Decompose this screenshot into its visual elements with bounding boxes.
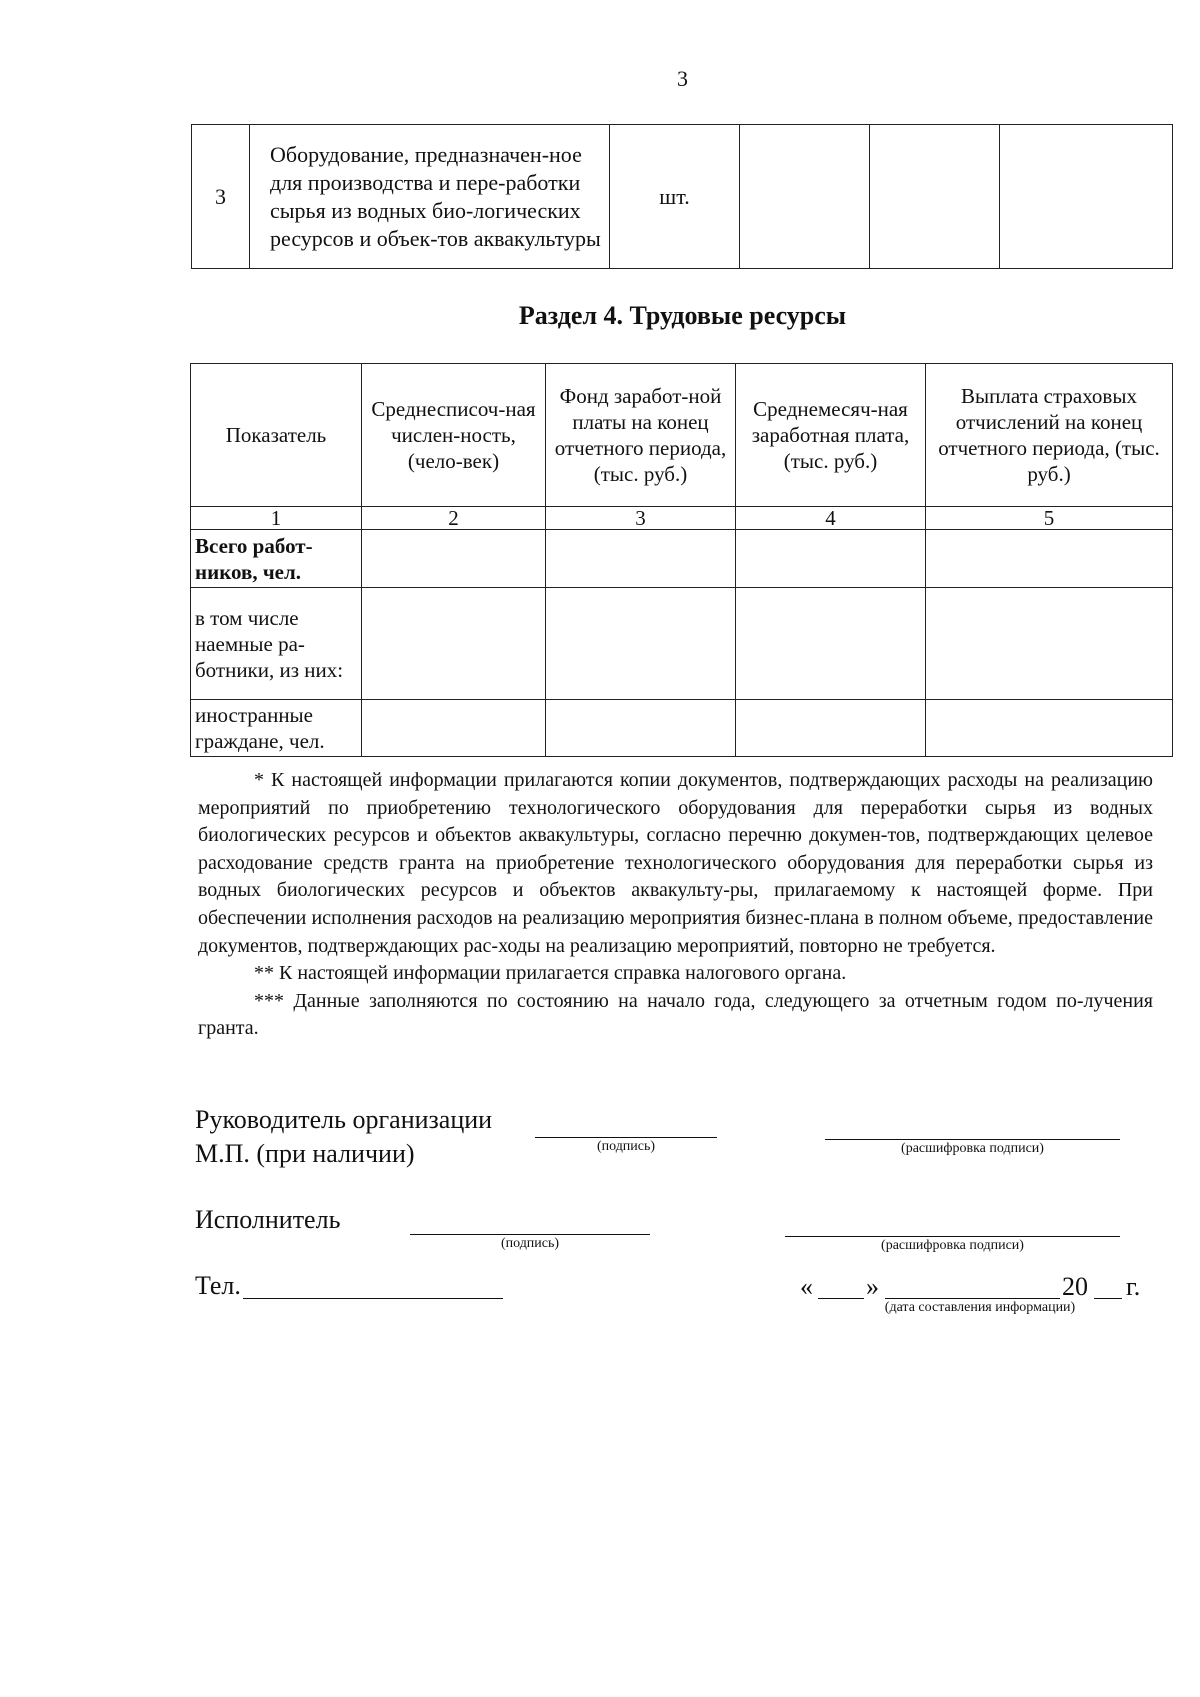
- date-year-suffix: г.: [1126, 1272, 1141, 1301]
- header-average-salary: Среднемесяч-ная заработная плата, (тыс. руб.): [736, 364, 926, 507]
- header-headcount: Среднесписоч-ная числен-ность, (чело-век): [362, 364, 546, 507]
- empty-cell[interactable]: [736, 700, 926, 757]
- empty-cell[interactable]: [870, 125, 1000, 269]
- row-label-hired: в том числе наемные ра-ботники, из них:: [191, 588, 362, 700]
- head-decoding-line[interactable]: [825, 1139, 1120, 1140]
- footnote-2: ** К настоящей информации прилагается справка налогового органа.: [254, 962, 847, 985]
- empty-cell[interactable]: [362, 700, 546, 757]
- date-year-prefix: 20: [1062, 1272, 1088, 1301]
- table-row: [191, 530, 1173, 588]
- head-signature-caption: (подпись): [596, 1139, 656, 1154]
- column-number: 4: [736, 507, 926, 530]
- date-day-line[interactable]: [818, 1298, 864, 1299]
- executor-signature-caption: (подпись): [500, 1236, 560, 1251]
- labor-resources-table: [190, 363, 1173, 757]
- page-number: 3: [677, 66, 688, 91]
- empty-cell[interactable]: [740, 125, 870, 269]
- row-number: 3: [192, 125, 250, 269]
- empty-cell[interactable]: [362, 530, 546, 588]
- date-close-quote: »: [866, 1272, 879, 1301]
- row-unit: шт.: [610, 125, 740, 269]
- stamp-label: М.П. (при наличии): [195, 1139, 415, 1168]
- phone-label: Тел.: [195, 1271, 241, 1300]
- table-row: [192, 125, 1173, 269]
- executor-signature-line[interactable]: [410, 1234, 650, 1235]
- empty-cell[interactable]: [362, 588, 546, 700]
- date-month-line[interactable]: [885, 1298, 1060, 1299]
- date-caption: (дата составления информации): [884, 1300, 1076, 1315]
- empty-cell[interactable]: [546, 530, 736, 588]
- empty-cell[interactable]: [926, 588, 1173, 700]
- empty-cell[interactable]: [546, 700, 736, 757]
- column-number: 1: [191, 507, 362, 530]
- footnote-1: * К настоящей информации прилагаются копии документов, подтверждающих расходы на реализацию мероприятий по приобретению технологического оборудования для переработки сырья из водных биологических ресурсов и объектов аквакультуры, согласно перечню докумен-тов, подтверждающих целевое расходование средств гранта на приобретение технологического оборудования для переработки сырья из водных биологических ресурсов и объектов аквакульту-ры, прилагаемому к настоящей форме. При обеспечении исполнения расходов на реализацию мероприятия бизнес-плана в полном объеме, предоставление документов, подтверждающих рас-ходы на реализацию мероприятий, повторно не требуется.: [198, 769, 1153, 957]
- executor-label: Исполнитель: [195, 1205, 341, 1234]
- date-year-line[interactable]: [1094, 1298, 1122, 1299]
- row-label-total: Всего работ-ников, чел.: [191, 530, 362, 588]
- empty-cell[interactable]: [736, 588, 926, 700]
- header-payroll-fund: Фонд заработ-ной платы на конец отчетного периода, (тыс. руб.): [546, 364, 736, 507]
- empty-cell[interactable]: [926, 530, 1173, 588]
- executor-decoding-line[interactable]: [785, 1236, 1120, 1237]
- head-decoding-caption: (расшифровка подписи): [901, 1141, 1044, 1156]
- empty-cell[interactable]: [546, 588, 736, 700]
- column-number: 3: [546, 507, 736, 530]
- phone-line[interactable]: [243, 1298, 503, 1299]
- equipment-table: [191, 124, 1173, 269]
- executor-decoding-caption: (расшифровка подписи): [881, 1238, 1024, 1253]
- section-title: Раздел 4. Трудовые ресурсы: [518, 301, 847, 330]
- column-number: 2: [362, 507, 546, 530]
- footnote-3: *** Данные заполняются по состоянию на начало года, следующего за отчетным годом по-лучения гранта.: [198, 989, 1153, 1040]
- head-signature-line[interactable]: [535, 1137, 717, 1138]
- table-row: [191, 700, 1173, 757]
- header-row: [191, 364, 1173, 507]
- header-indicator: Показатель: [191, 364, 362, 507]
- row-label-foreign: иностранные граждане, чел.: [191, 700, 362, 757]
- empty-cell[interactable]: [736, 530, 926, 588]
- header-insurance-payments: Выплата страховых отчислений на конец отчетного периода, (тыс. руб.): [926, 364, 1173, 507]
- footnotes: [198, 767, 1153, 1043]
- column-number-row: [191, 507, 1173, 530]
- empty-cell[interactable]: [1000, 125, 1173, 269]
- empty-cell[interactable]: [926, 700, 1173, 757]
- date-open-quote: «: [800, 1272, 813, 1301]
- row-name: Оборудование, предназначен-ное для производства и пере-работки сырья из водных био-логических ресурсов и объек-тов аквакультуры: [250, 125, 610, 269]
- column-number: 5: [926, 507, 1173, 530]
- table-row: [191, 588, 1173, 700]
- head-label: Руководитель организации: [195, 1105, 493, 1134]
